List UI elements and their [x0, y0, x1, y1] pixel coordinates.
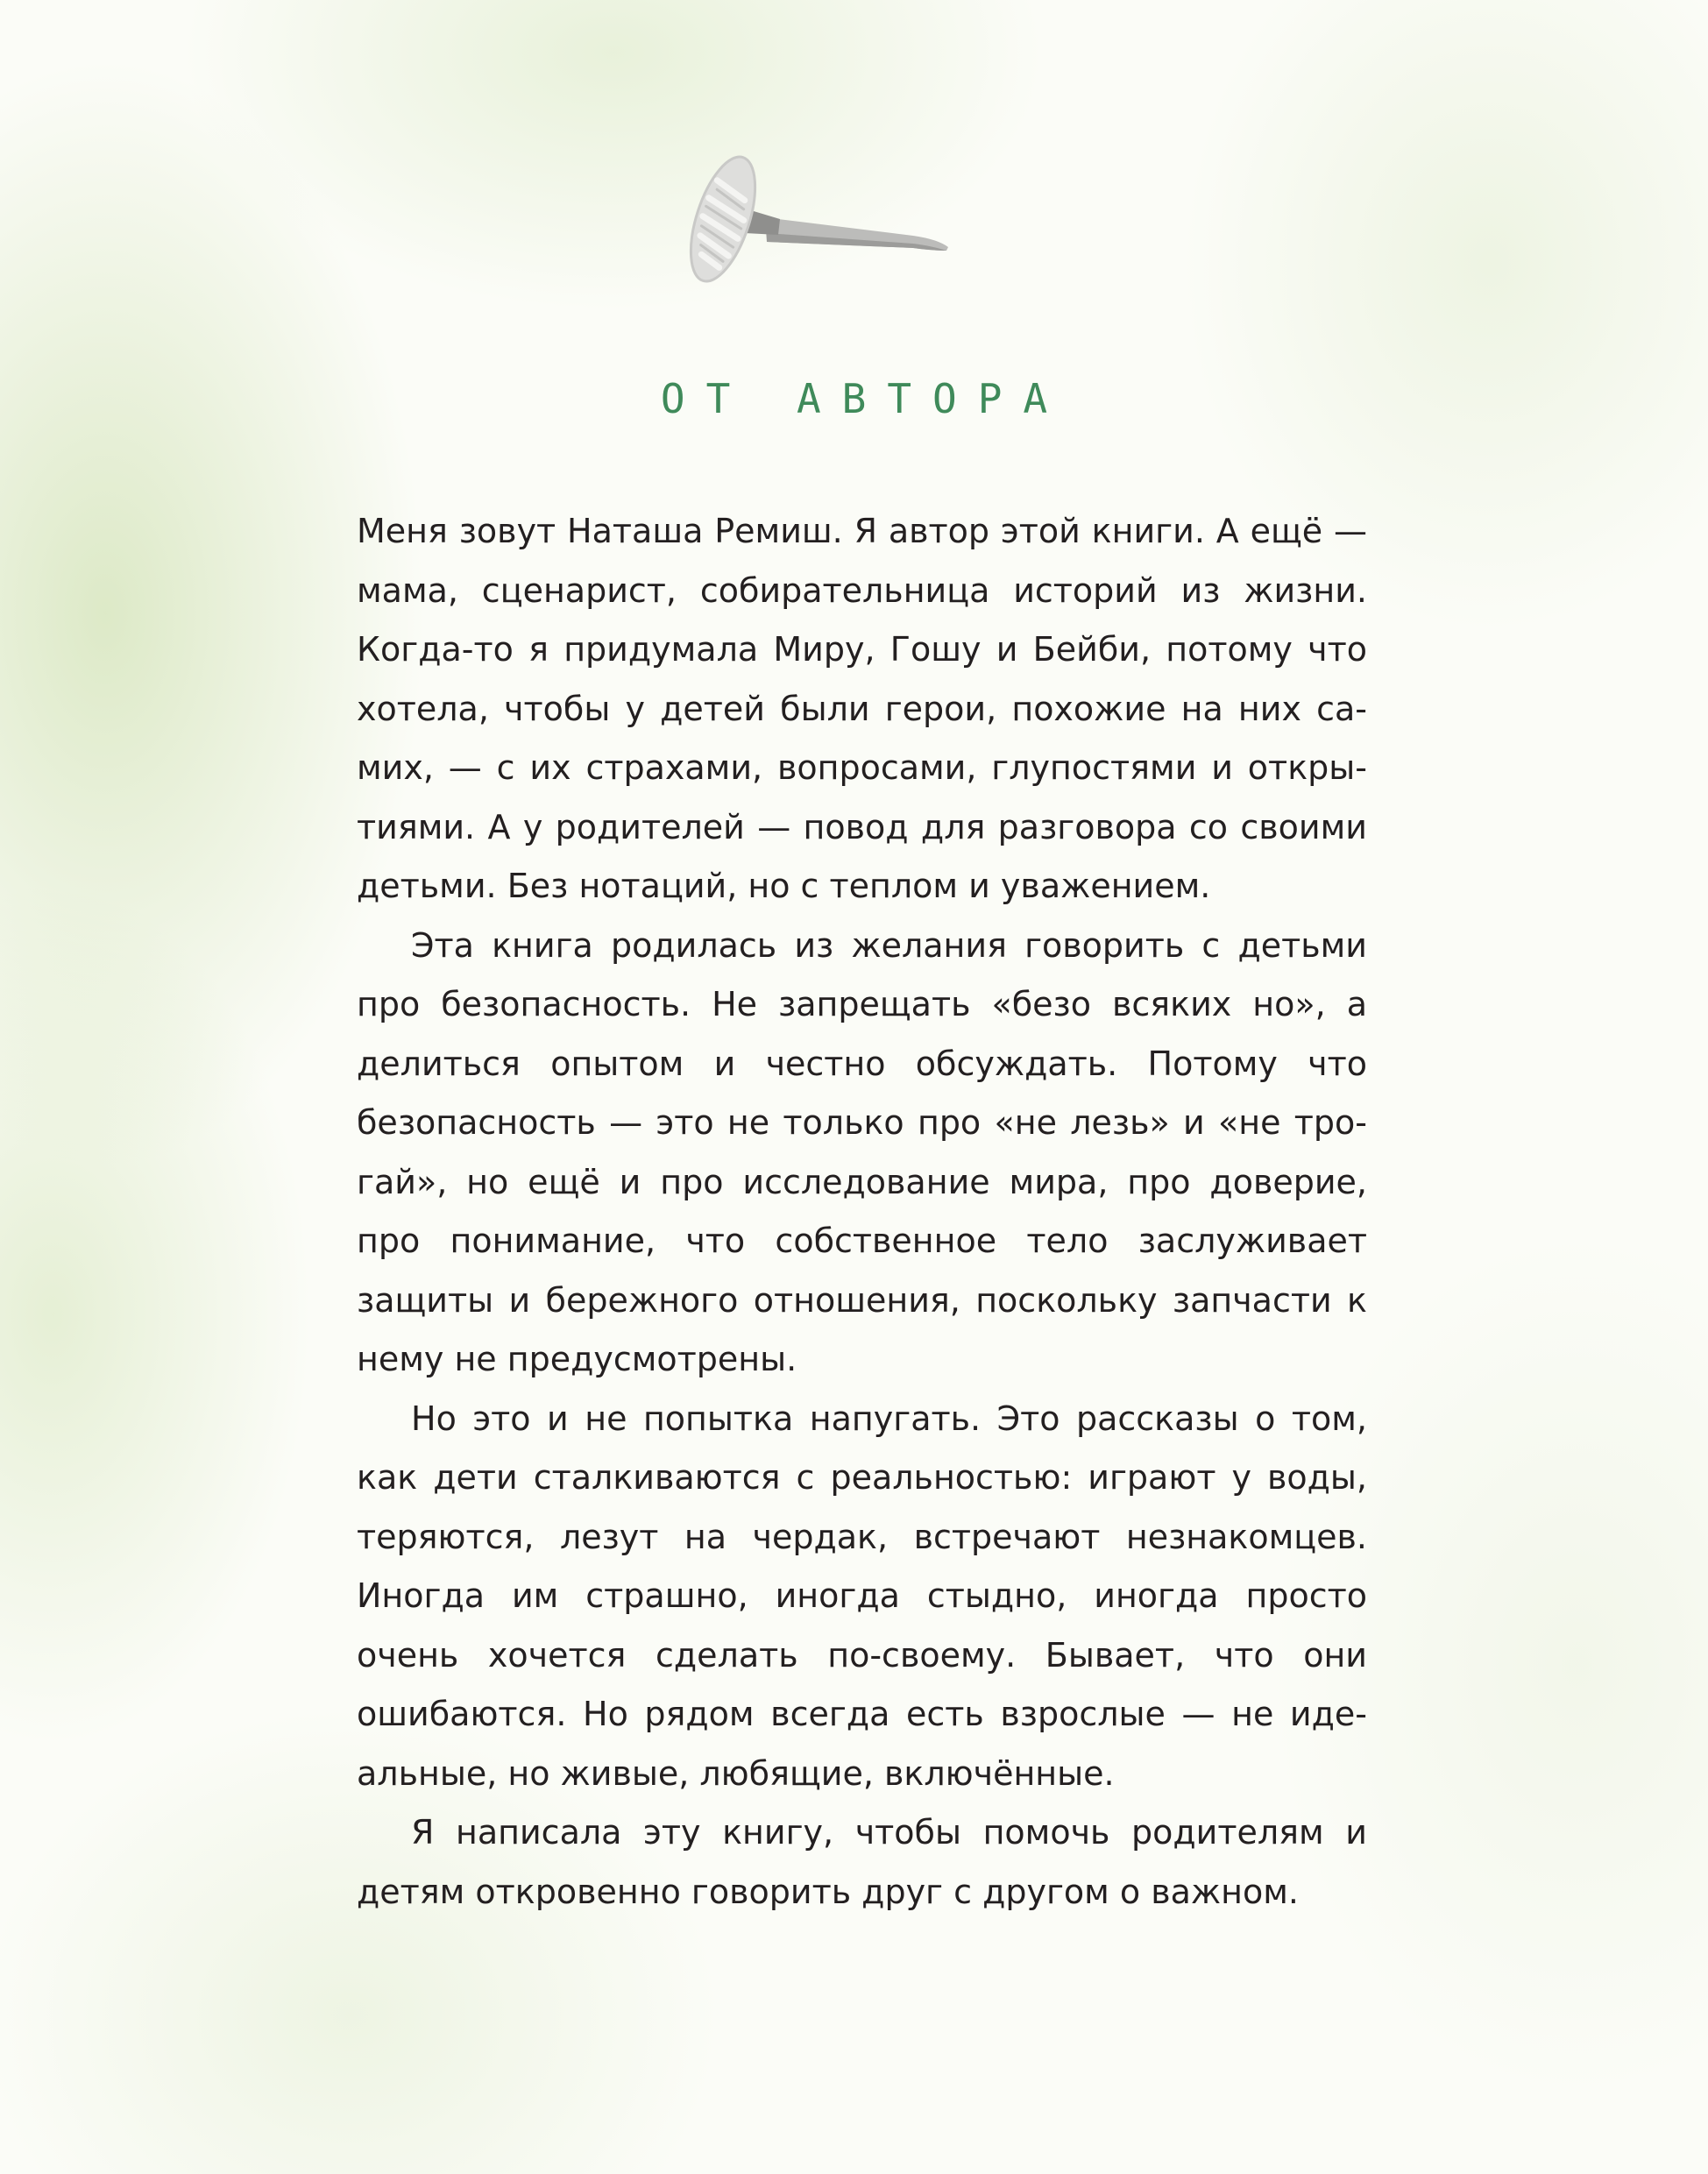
nail-icon [684, 149, 1104, 324]
paragraph: Эта книга родилась из желания говорить с детьми про безопасность. Не запрещать «безо всяких но», а делиться опытом и честно обсуждать. Потому что безопасность — это не только про «не лезь» и «не трогай», но ещё и про исследование мира, про доверие, про понимание, что собственное тело заслуживает защиты и бережного отношения, поскольку запчасти к нему не предусмотрены. [357, 925, 1367, 1378]
paragraph: Меня зовут Наташа Ремиш. Я автор этой книги. А ещё — мама, сценарист, собирательница историй из жизни. Когда-то я придумала Миру, Гошу и Бейби, потому что хотела, чтобы у детей были герои, похожие на них самих, — с их страхами, вопросами, глупостями и открытиями. А у родителей — повод для разговора со своими детьми. Без нотаций, но с теплом и уважением. [357, 512, 1367, 905]
paragraph: Но это и не попытка напугать. Это рассказы о том, как дети сталкиваются с реальностью: играют у воды, теряются, лезут на чердак, встречают незнакомцев. Иногда им страшно, иногда стыдно, иногда просто очень хочется сделать по-своему. Бывает, что они ошибаются. Но рядом всегда есть взрослые — не идеальные, но живые, любящие, включённые. [357, 1399, 1367, 1793]
page-title: ОТ АВТОРА [660, 375, 1069, 422]
body-text [357, 502, 1367, 1922]
paragraph: Я написала эту книгу, чтобы помочь родителям и детям откровенно говорить друг с другом о важном. [357, 1813, 1367, 1911]
